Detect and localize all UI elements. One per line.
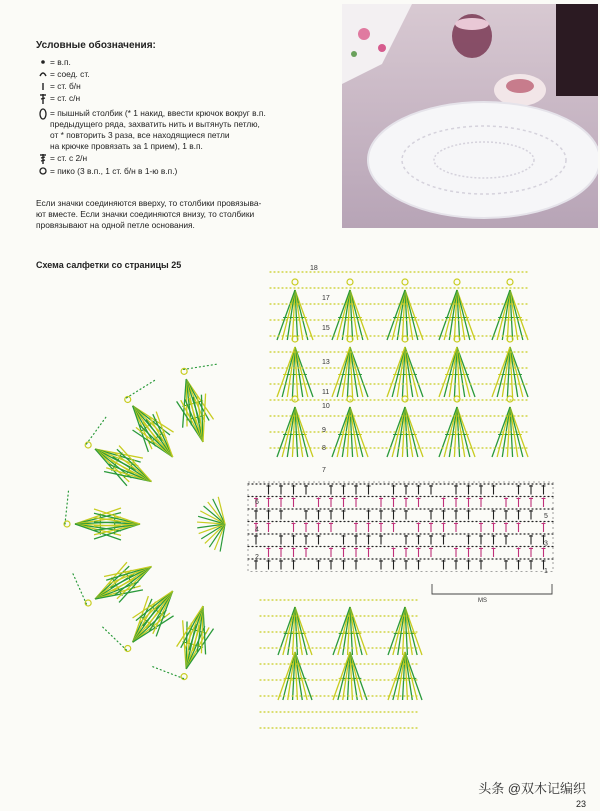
- picot-mark: [85, 442, 91, 448]
- row-number: 15: [322, 325, 330, 332]
- picot-mark: [402, 396, 408, 402]
- picot-mark: [125, 646, 131, 652]
- legend-text: = ст. с/н: [50, 93, 81, 103]
- legend-item-chain: [36, 57, 326, 68]
- legend-item-picot: [36, 166, 326, 177]
- stitch-fan: [332, 347, 368, 397]
- stitch-fan: [104, 567, 151, 603]
- chain-line: [102, 627, 126, 650]
- page-number: 23: [575, 799, 586, 809]
- stitch-fan: [333, 652, 367, 700]
- legend-item-sc: [36, 81, 326, 92]
- stitch-fan: [439, 290, 475, 340]
- picot-icon: [36, 166, 50, 176]
- picot-mark: [292, 279, 298, 285]
- picot-mark: [454, 396, 460, 402]
- row-number: 7: [322, 467, 326, 474]
- legend-item-slip: [36, 69, 326, 80]
- crochet-diagram: [0, 262, 600, 802]
- picot-mark: [507, 396, 513, 402]
- chain-line: [184, 364, 217, 369]
- double-crochet-icon: [36, 153, 50, 165]
- legend-title: Условные обозначения:: [36, 40, 156, 51]
- row-number: 13: [322, 359, 330, 366]
- row-number: 4: [255, 526, 259, 534]
- ms-label: MS: [478, 598, 487, 604]
- picot-mark: [292, 396, 298, 402]
- picot-mark: [347, 279, 353, 285]
- arc-icon: [36, 69, 50, 79]
- stitch-fan: [277, 347, 313, 397]
- page-footer: [478, 778, 586, 809]
- chain-line: [73, 573, 87, 604]
- row-number: 5: [544, 513, 548, 520]
- row-number: 1: [544, 568, 548, 575]
- doily-photo: [342, 4, 598, 228]
- watermark: 头条 @双木记编织: [478, 781, 586, 796]
- stitch-fan: [492, 347, 528, 397]
- row-number: 18: [310, 265, 318, 272]
- row-number: 9: [322, 427, 326, 434]
- chain-line: [86, 417, 106, 444]
- stitch-fan: [387, 347, 423, 397]
- ms-bracket: [432, 584, 552, 594]
- legend: [36, 40, 326, 178]
- chain-line: [65, 491, 68, 524]
- chain-line: [126, 380, 154, 398]
- legend-note: Если значки соединяются вверху, то столбики провязыва- ют вместе. Если значки соединяются внизу, то столбики провязывают на одной петле основания.: [36, 198, 262, 230]
- stitch-fan: [388, 652, 422, 700]
- stitch-fan: [439, 347, 475, 397]
- stitch-fan: [75, 508, 121, 540]
- tall-stitch-icon: [36, 93, 50, 105]
- stitch-fan: [332, 290, 368, 340]
- row-number: 10: [322, 403, 330, 410]
- stitch-fan: [104, 446, 151, 482]
- row-number: 11: [322, 389, 330, 396]
- legend-text: = пышный столбик (* 1 накид, ввести крючок вокруг в.п. предыдущего ряда, захватить нить и вытянуть петлю, от * повторить 3 раза, все находящиеся петли на крючке провязать за 1 прием), 1 в.п.: [50, 108, 266, 151]
- row-number: 8: [322, 445, 326, 452]
- stitch-fan: [333, 607, 367, 655]
- short-stitch-icon: [36, 81, 50, 91]
- legend-text: = ст. с 2/н: [50, 153, 88, 163]
- stitch-fan: [492, 290, 528, 340]
- picot-mark: [507, 279, 513, 285]
- dot-icon: [36, 57, 50, 67]
- legend-text: = пико (3 в.п., 1 ст. б/н в 1-ю в.п.): [50, 166, 178, 176]
- schema-title: Схема салфетки со страницы 25: [36, 260, 182, 270]
- legend-text: = ст. б/н: [50, 81, 81, 91]
- stitch-fan: [277, 290, 313, 340]
- legend-item-puff: [36, 108, 326, 152]
- legend-text: = соед. ст.: [50, 69, 90, 79]
- stitch-fan: [278, 607, 312, 655]
- legend-item-tr: [36, 153, 326, 165]
- legend-item-dc: [36, 93, 326, 105]
- puff-stitch-icon: [36, 108, 50, 120]
- picot-mark: [402, 279, 408, 285]
- picot-mark: [347, 396, 353, 402]
- row-number: 2: [255, 554, 259, 561]
- stitch-fan: [278, 652, 312, 700]
- legend-text: = в.п.: [50, 57, 71, 67]
- row-number: 3: [544, 540, 548, 548]
- chain-line: [152, 667, 183, 679]
- stitch-fan: [387, 290, 423, 340]
- picot-mark: [454, 279, 460, 285]
- row-number: 17: [322, 295, 330, 302]
- row-number: 6: [255, 499, 259, 506]
